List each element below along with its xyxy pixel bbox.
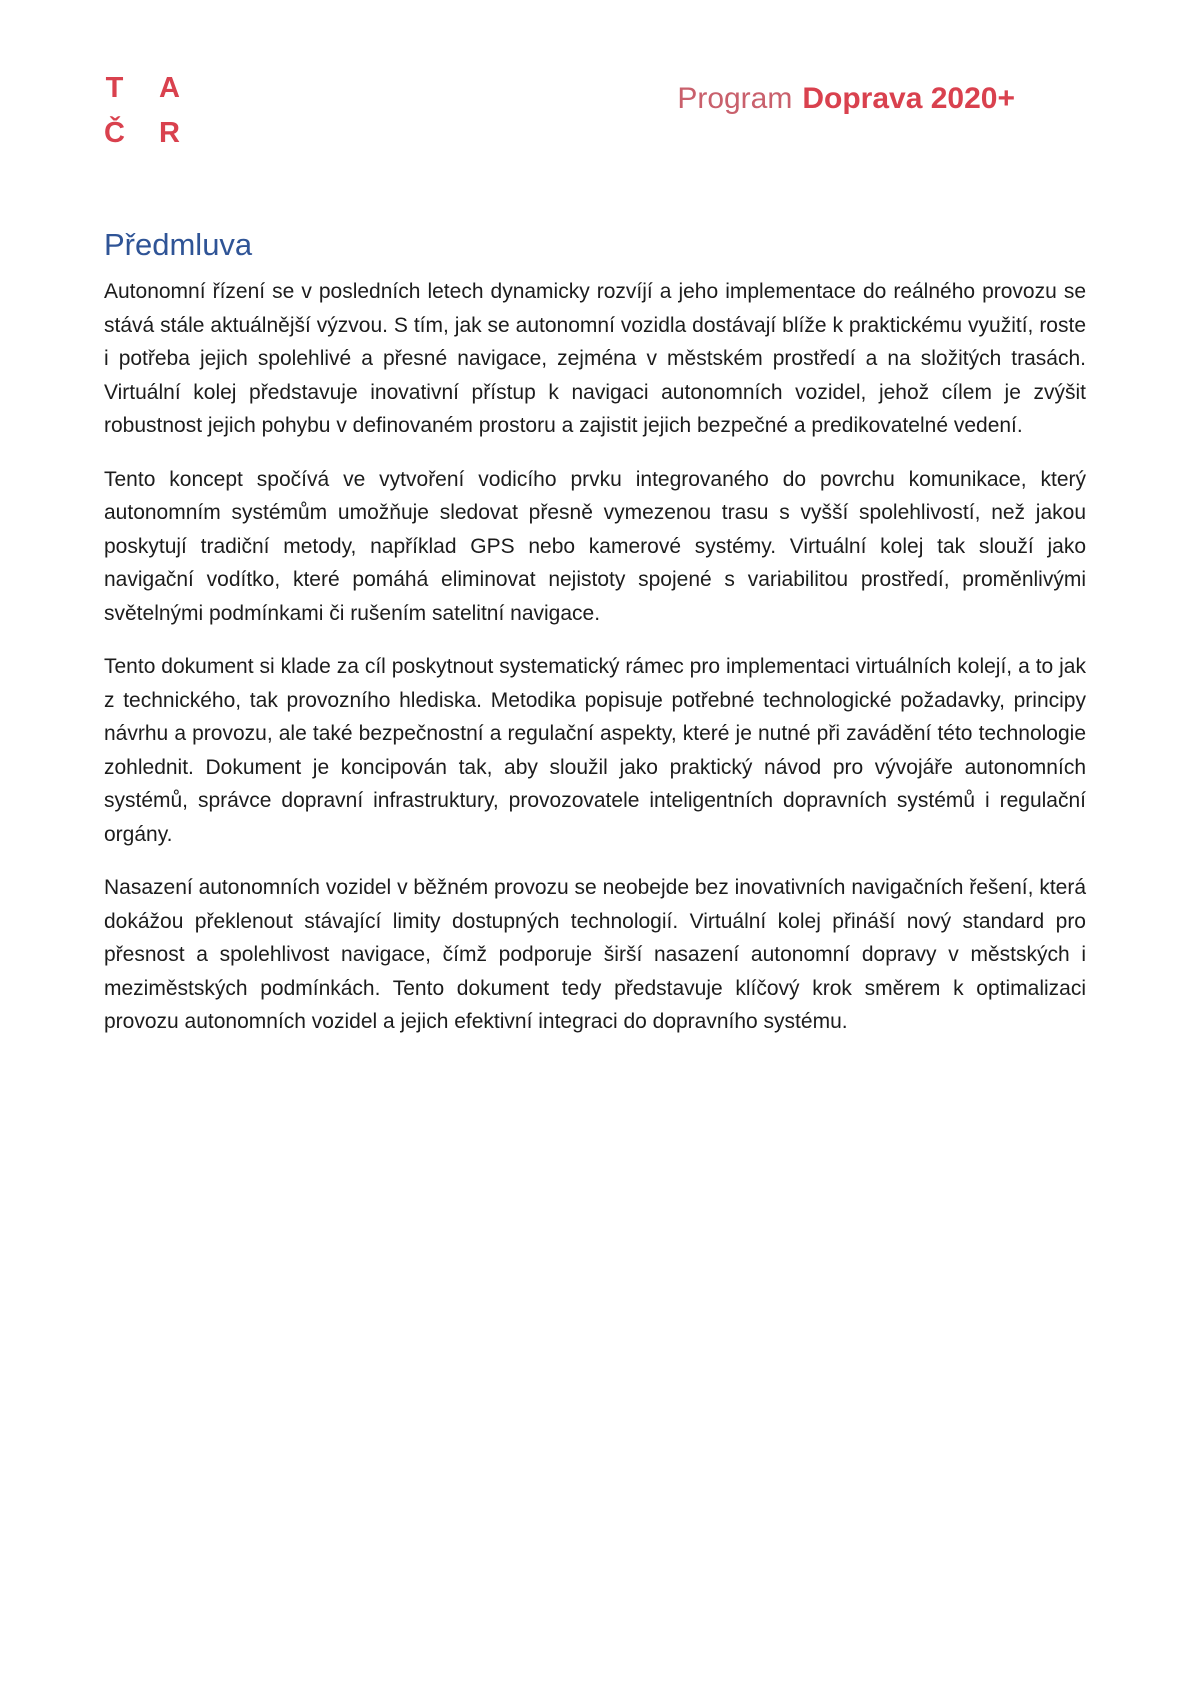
logo-letter-t: T bbox=[105, 72, 124, 104]
program-label: Program bbox=[677, 82, 793, 115]
paragraph-4: Nasazení autonomních vozidel v běžném provozu se neobejde bez inovativních navigačních řešení, která dokážou překlenout stávající limity dostupných technologií. Virtuální kolej přináší nový standard pro přesnost a spolehlivost navigace, čímž podporuje širší nasazení autonomní dopravy v městských i meziměstských podmínkách. Tento dokument tedy představuje klíčový krok směrem k optimalizaci provozu autonomních vozidel a jejich efektivní integraci do dopravního systému. bbox=[104, 876, 1086, 1034]
logo-letter-a: A bbox=[158, 72, 180, 104]
paragraph-3: Tento dokument si klade za cíl poskytnout systematický rámec pro implementaci virtuálních kolejí, a to jak z technického, tak provozního hlediska. Metodika popisuje potřebné technologické požadavky, principy návrhu a provozu, ale také bezpečnostní a regulační aspekty, které je nutné při zavádění této technologie zohlednit. Dokument je koncipován tak, aby sloužil jako praktický návod pro vývojáře autonomních systémů, správce dopravní infrastruktury, provozovatele inteligentních dopravních systémů i regulační orgány. bbox=[104, 655, 1086, 846]
program-header bbox=[677, 84, 1015, 114]
logo-letter-r: R bbox=[158, 117, 180, 149]
logo-letter-c: Č bbox=[104, 117, 125, 149]
program-name: Doprava 2020+ bbox=[802, 82, 1015, 115]
paragraph-1: Autonomní řízení se v posledních letech dynamicky rozvíjí a jeho implementace do reálného provozu se stává stále aktuálnější výzvou. S tím, jak se autonomní vozidla dostávají blíže k praktickému využití, roste i potřeba jejich spolehlivé a přesné navigace, zejména v městském prostředí a na složitých trasách. Virtuální kolej představuje inovativní přístup k navigaci autonomních vozidel, jehož cílem je zvýšit robustnost jejich pohybu v definovaném prostoru a zajistit jejich bezpečné a predikovatelné vedení. bbox=[104, 280, 1086, 438]
document-content bbox=[104, 226, 1086, 1059]
page-title: Předmluva bbox=[104, 227, 253, 262]
tacr-logo bbox=[104, 74, 180, 148]
paragraph-2: Tento koncept spočívá ve vytvoření vodicího prvku integrovaného do povrchu komunikace, který autonomním systémům umožňuje sledovat přesně vymezenou trasu s vyšší spolehlivostí, než jakou poskytují tradiční metody, například GPS nebo kamerové systémy. Virtuální kolej tak slouží jako navigační vodítko, které pomáhá eliminovat nejistoty spojené s variabilitou prostředí, proměnlivými světelnými podmínkami či rušením satelitní navigace. bbox=[104, 467, 1086, 625]
